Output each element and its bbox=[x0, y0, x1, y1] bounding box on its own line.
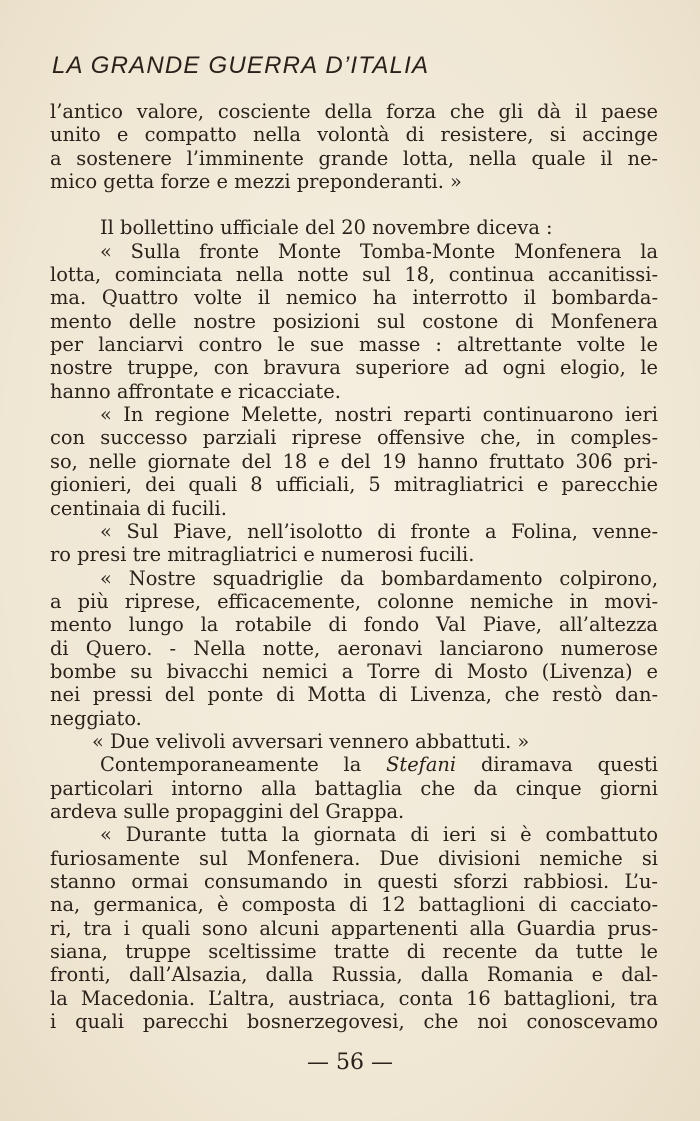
text-line: centinaia di fucili. bbox=[50, 496, 227, 520]
text-line: mento delle nostre posizioni sul costone di Monfenera bbox=[50, 309, 658, 333]
page-number: — 56 — bbox=[307, 1050, 393, 1075]
paragraph-melette bbox=[50, 403, 658, 520]
page-body bbox=[50, 100, 658, 1033]
text-line: « Due velivoli avversari vennero abbattuti. » bbox=[92, 729, 530, 753]
text-line: so, nelle giornate del 18 e del 19 hanno fruttato 306 pri- bbox=[50, 449, 658, 473]
text-line: stanno ormai consumando in questi sforzi rabbiosi. L’u- bbox=[50, 870, 658, 893]
paragraph-piave bbox=[50, 520, 658, 567]
text-line: l’antico valore, cosciente della forza che gli dà il paese bbox=[50, 100, 658, 123]
text-line: particolari intorno alla battaglia che da cinque giorni bbox=[50, 776, 658, 800]
text-line: bombe su bivacchi nemici a Torre di Mosto (Livenza) e bbox=[50, 659, 658, 683]
text-line: hanno affrontate e ricacciate. bbox=[50, 379, 341, 403]
text-line: unito e compatto nella volontà di resistere, si accinge bbox=[50, 123, 658, 147]
text-line: na, germanica, è composta di 12 battaglioni di cacciato- bbox=[50, 893, 658, 917]
paragraph-bulletin-intro bbox=[50, 216, 658, 239]
text-line: ri, tra i quali sono alcuni appartenenti alla Guardia prus- bbox=[50, 916, 658, 940]
text-line: ardeva sulle propaggini del Grappa. bbox=[50, 799, 405, 823]
text-line: neggiato. bbox=[50, 706, 142, 730]
text-line: fronti, dall’Alsazia, dalla Russia, dalla Romania e dal- bbox=[50, 963, 658, 987]
text-line: « Sul Piave, nell’isolotto di fronte a Folina, venne- bbox=[100, 519, 658, 543]
paragraph-stefani bbox=[50, 753, 658, 823]
running-header: LA GRANDE GUERRA D’ITALIA bbox=[52, 52, 430, 79]
text-line: la Macedonia. L’altra, austriaca, conta 16 battaglioni, tra bbox=[50, 986, 658, 1010]
text-line: mico getta forze e mezzi preponderanti. » bbox=[50, 170, 462, 194]
text-line: a più riprese, efficacemente, colonne nemiche in movi- bbox=[50, 589, 658, 613]
text-line: Il bollettino ufficiale del 20 novembre diceva : bbox=[100, 216, 553, 240]
text-line bbox=[50, 753, 658, 776]
text-line: di Quero. - Nella notte, aeronavi lanciarono numerose bbox=[50, 636, 658, 660]
text-line: furiosamente sul Monfenera. Due divisioni nemiche si bbox=[50, 846, 658, 870]
text-fragment: Contemporaneamente la bbox=[100, 753, 362, 777]
paragraph-squadriglie bbox=[50, 567, 658, 730]
text-line: ro presi tre mitragliatrici e numerosi fucili. bbox=[50, 543, 475, 567]
text-line: siana, truppe sceltissime tratte di recente da tutte le bbox=[50, 940, 658, 964]
text-line: ma. Quattro volte il nemico ha interrotto il bombarda- bbox=[50, 286, 658, 310]
text-line: lotta, cominciata nella notte sul 18, continua accanitissi- bbox=[50, 263, 658, 287]
text-line: gionieri, dei quali 8 ufficiali, 5 mitragliatrici e parecchie bbox=[50, 473, 658, 497]
paragraph-velivoli bbox=[50, 730, 658, 753]
text-line: « In regione Melette, nostri reparti continuarono ieri bbox=[100, 403, 658, 427]
text-line: per lanciarvi contro le sue masse : altrettante volte le bbox=[50, 333, 658, 357]
paragraph-monte-tomba bbox=[50, 240, 658, 403]
text-line: nostre truppe, con bravura superiore ad ogni elogio, le bbox=[50, 356, 658, 380]
text-line: « Nostre squadriglie da bombardamento colpirono, bbox=[100, 566, 658, 590]
text-line: con successo parziali riprese offensive che, in comples- bbox=[50, 426, 658, 450]
text-fragment: diramava questi bbox=[480, 753, 658, 777]
paragraph-monfenera-battle bbox=[50, 823, 658, 1033]
text-line: « Durante tutta la giornata di ieri si è combattuto bbox=[100, 823, 658, 847]
italic-source-name: Stefani bbox=[386, 753, 457, 777]
text-line: « Sulla fronte Monte Tomba-Monte Monfenera la bbox=[100, 239, 658, 263]
paragraph-continuation bbox=[50, 100, 658, 193]
text-line: nei pressi del ponte di Motta di Livenza, che restò dan- bbox=[50, 683, 658, 707]
text-line: i quali parecchi bosnerzegovesi, che noi conoscevamo bbox=[50, 1010, 658, 1034]
text-line: a sostenere l’imminente grande lotta, nella quale il ne- bbox=[50, 146, 658, 170]
book-page bbox=[50, 52, 658, 1033]
text-line: mento lungo la rotabile di fondo Val Piave, all’altezza bbox=[50, 613, 658, 637]
